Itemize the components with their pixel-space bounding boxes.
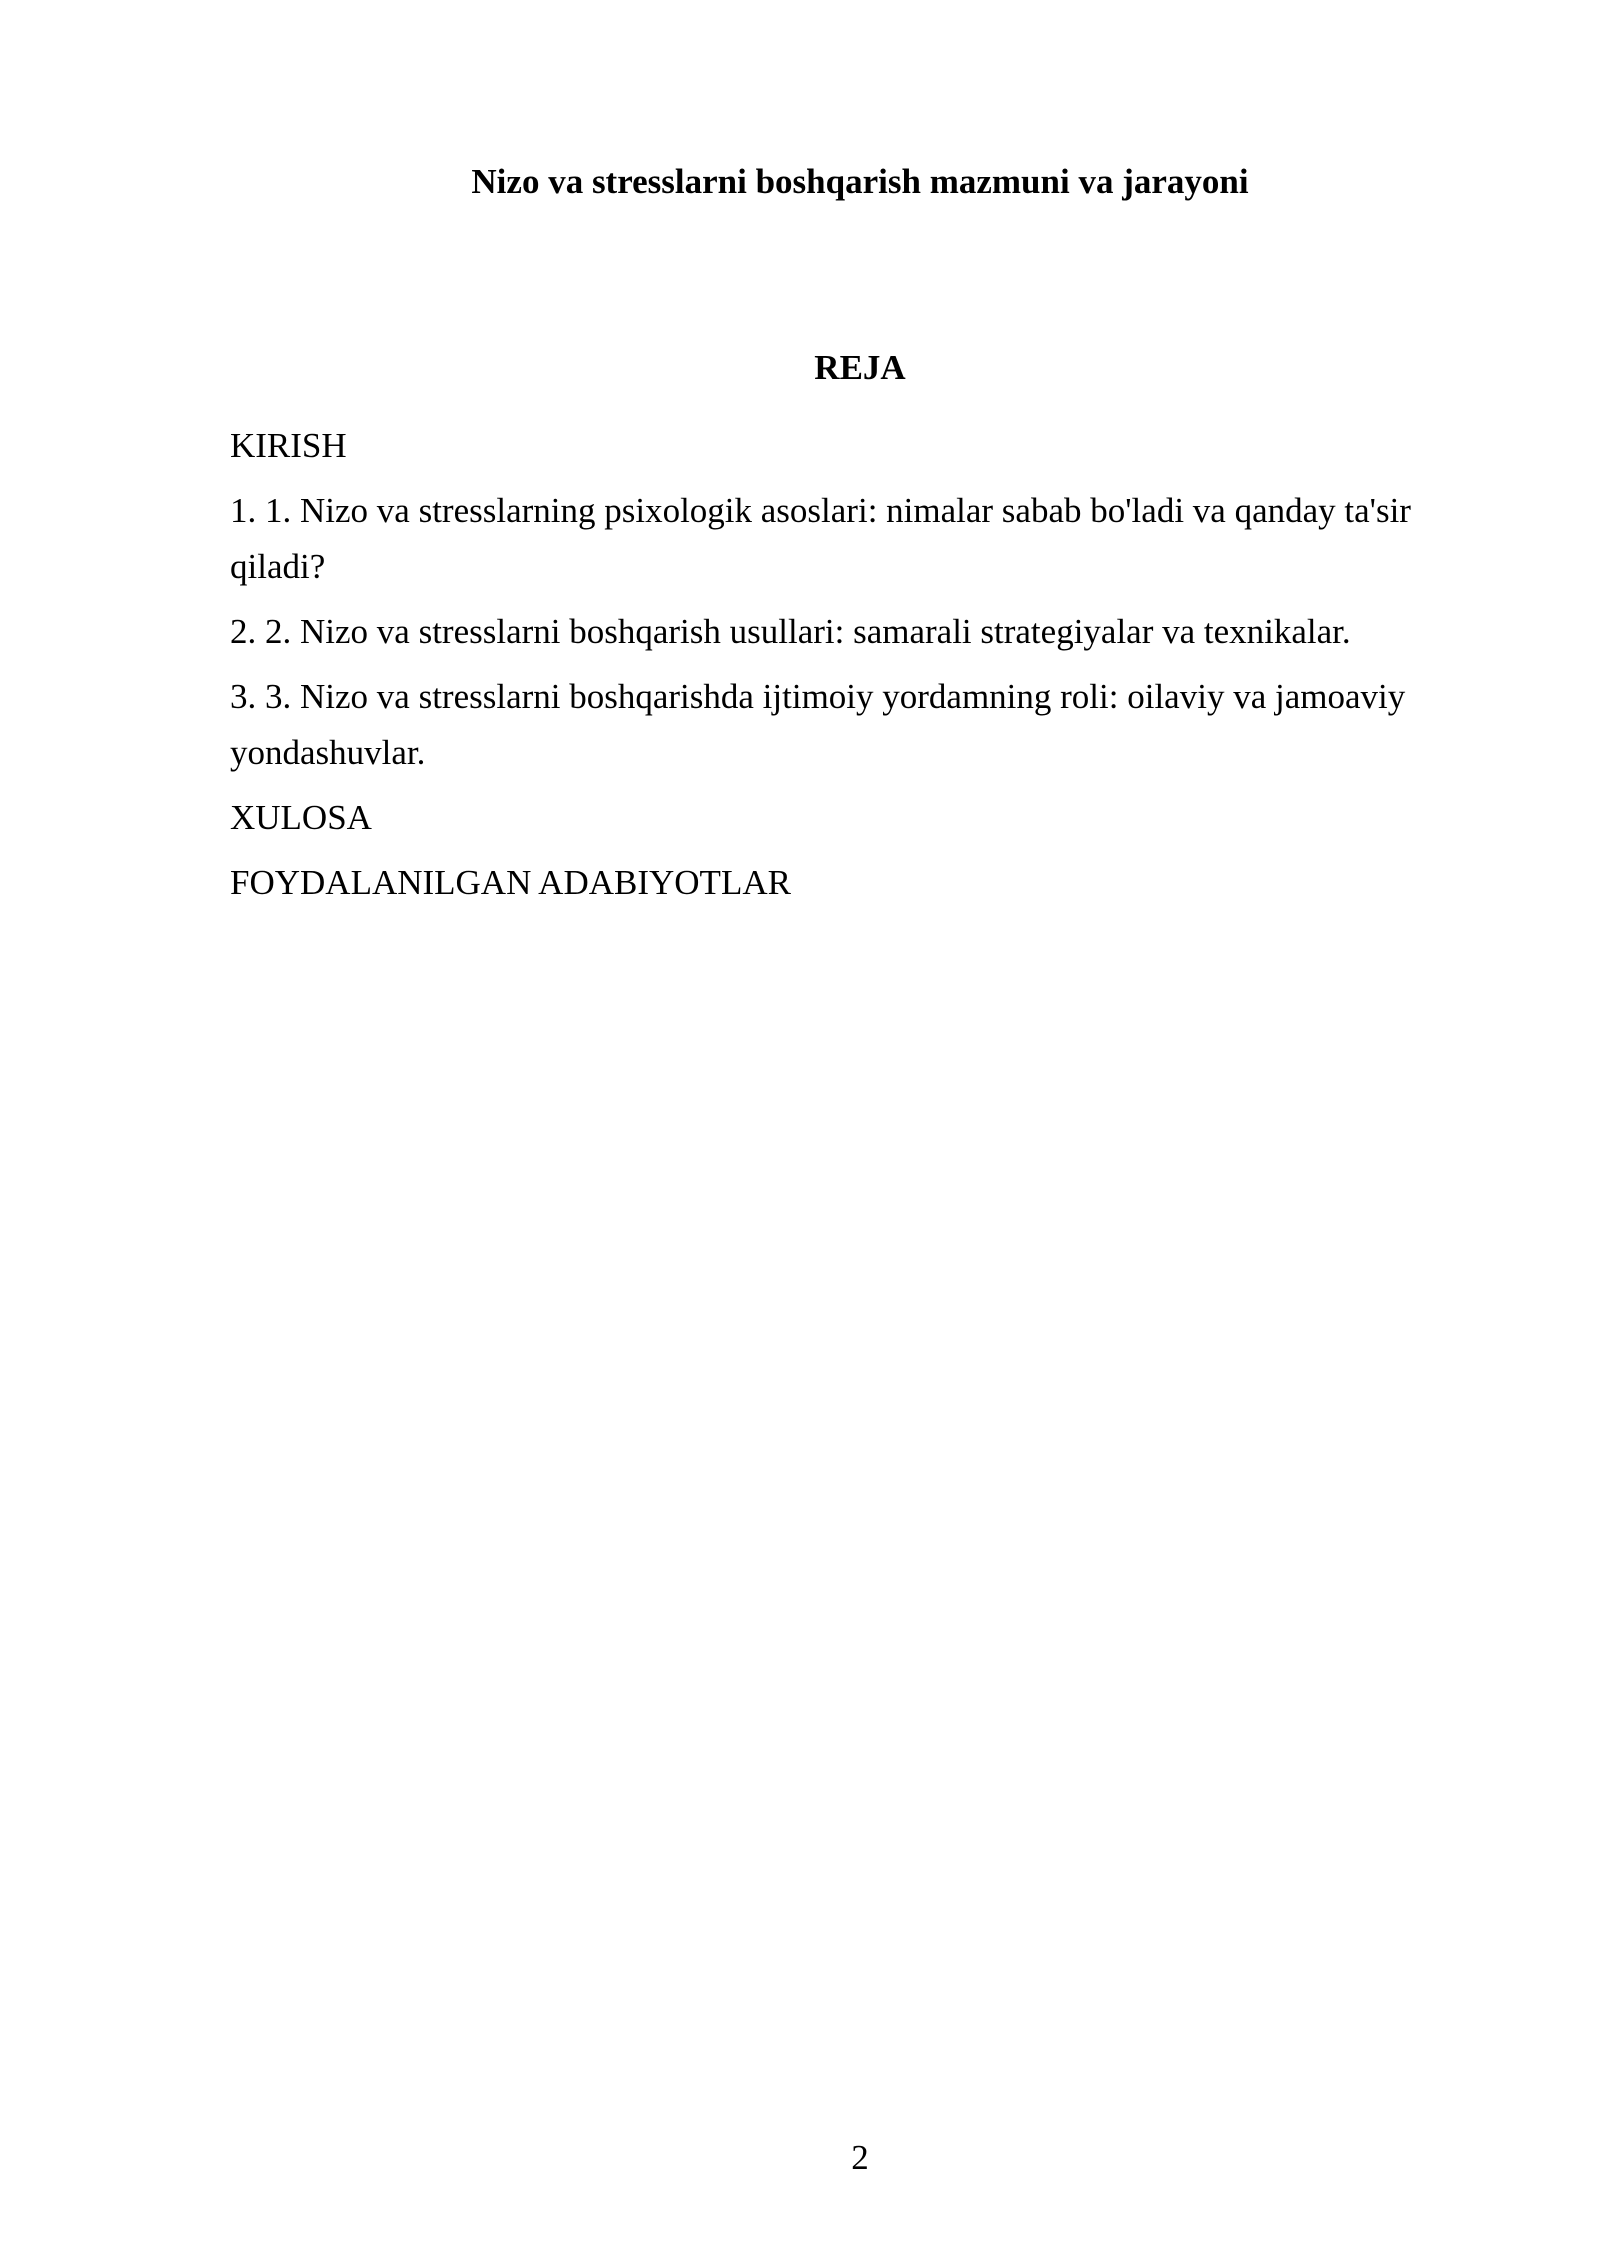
plan-item-2: 2. 2. Nizo va stresslarni boshqarish usullari: samarali strategiyalar va texnikalar.	[230, 612, 1351, 651]
plan-item-3: 3. 3. Nizo va stresslarni boshqarishda ijtimoiy yordamning roli: oilaviy va jamoaviy yondashuvlar.	[230, 677, 1406, 772]
plan-heading: REJA	[814, 348, 906, 387]
plan-item-introduction: KIRISH	[230, 426, 347, 465]
plan-item-references: FOYDALANILGAN ADABIYOTLAR	[230, 863, 791, 902]
plan-item-1: 1. 1. Nizo va stresslarning psixologik asoslari: nimalar sabab bo'ladi va qanday ta'sir qiladi?	[230, 491, 1411, 586]
plan-item-conclusion: XULOSA	[230, 798, 372, 837]
page-number: 2	[851, 2138, 869, 2177]
document-title: Nizo va stresslarni boshqarish mazmuni va jarayoni	[471, 162, 1249, 201]
plan-list	[230, 418, 1455, 920]
